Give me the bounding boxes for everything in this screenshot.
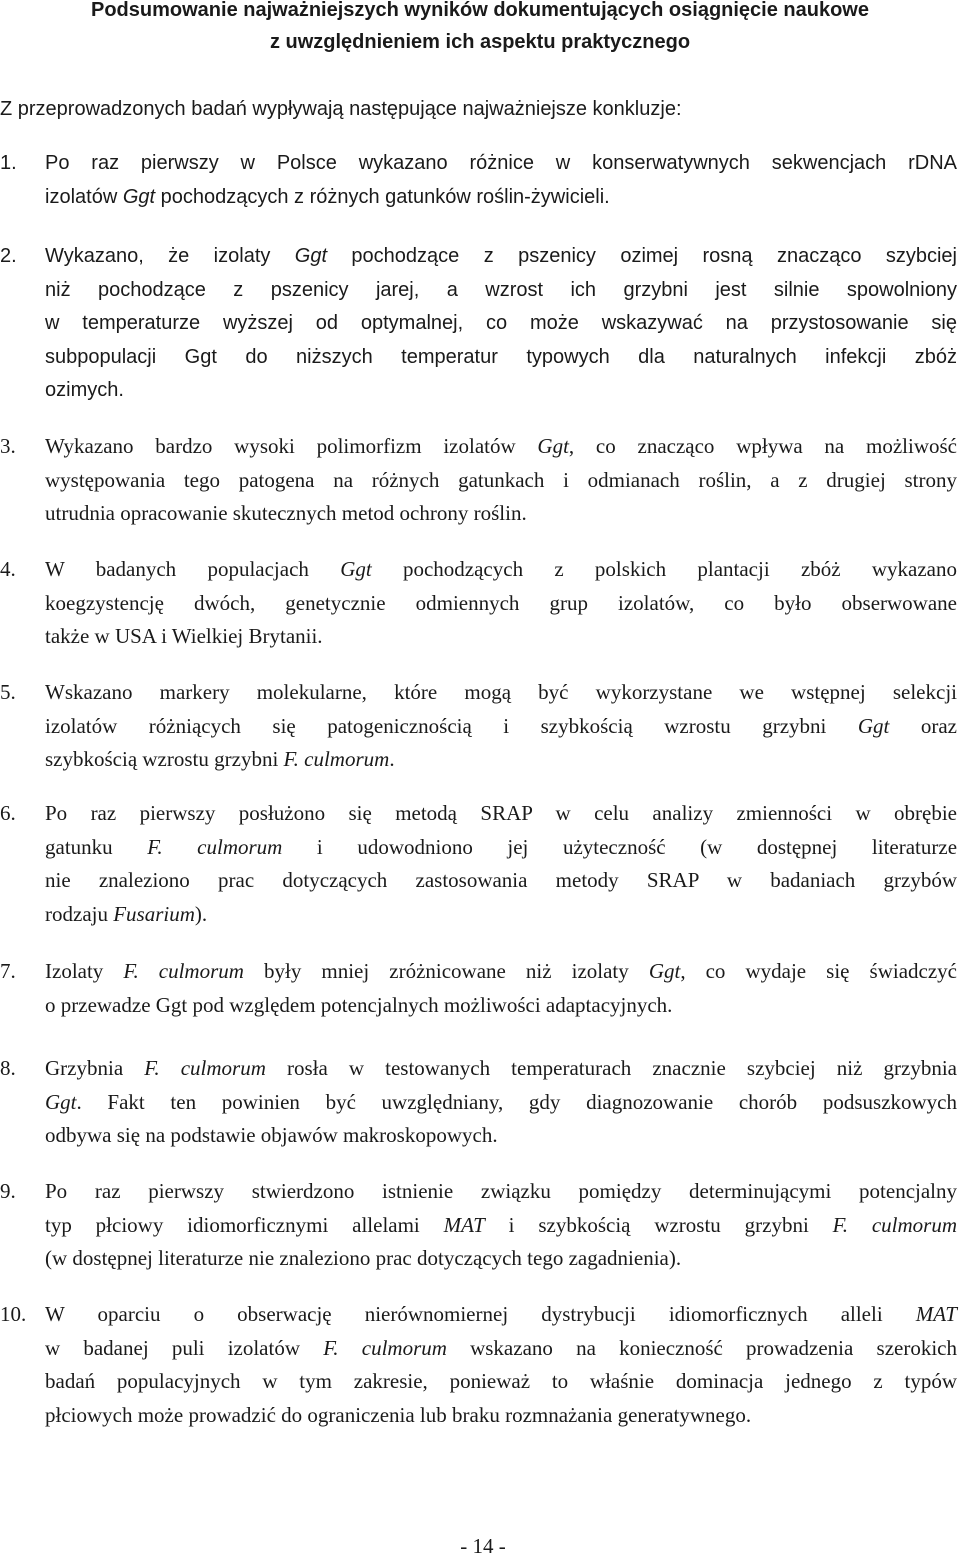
text-line: izolatów Ggt pochodzących z różnych gatunków roślin-żywicieli.: [45, 185, 610, 208]
italic-term: Ggt: [648, 959, 681, 983]
text-line: w temperaturze wyższej od optymalnej, co może wskazywać na przystosowanie się: [45, 312, 957, 334]
conclusion-text: [45, 1298, 957, 1432]
italic-term: F. culmorum: [323, 1335, 447, 1360]
conclusion-text: [45, 1175, 957, 1276]
document-title: [0, 0, 960, 58]
conclusion-text: [45, 430, 957, 531]
italic-term: Ggt: [340, 557, 372, 581]
text-line: występowania tego patogena na różnych gatunkach i odmianach roślin, a z drugiej strony: [45, 467, 957, 492]
text-line: Wykazano bardzo wysoki polimorfizm izolatów Ggt, co znacząco wpływa na możliwość: [45, 434, 957, 458]
conclusion-text: [45, 676, 957, 777]
conclusion-text: [45, 553, 957, 654]
italic-term: F. culmorum: [147, 834, 283, 859]
text-line: Wskazano markery molekularne, które mogą być wykorzystane we wstępnej selekcji: [45, 680, 957, 704]
text-line: Po raz pierwszy posłużono się metodą SRAP w celu analizy zmienności w obrębie: [45, 801, 957, 825]
italic-term: Ggt: [857, 713, 890, 738]
text-line: rodzaju Fusarium).: [45, 901, 208, 926]
text-line: o przewadze Ggt pod względem potencjalnych możliwości adaptacyjnych.: [45, 992, 673, 1017]
text-line: Izolaty F. culmorum były mniej zróżnicowane niż izolaty Ggt, co wydaje się świadczyć: [45, 959, 958, 983]
italic-term: MAT: [915, 1302, 957, 1326]
italic-term: F. culmorum: [144, 1056, 266, 1080]
conclusion-number: 3.: [0, 434, 16, 458]
text-line: Grzybnia F. culmorum rosła w testowanych temperaturach znacznie szybciej niż grzybnia: [45, 1056, 958, 1080]
conclusion-text: [45, 240, 957, 408]
italic-term: Ggt: [45, 1089, 77, 1114]
text-line: płciowych może prowadzić do ograniczenia lub braku rozmnażania generatywnego.: [45, 1402, 752, 1427]
conclusion-number: 2.: [0, 245, 17, 267]
italic-term: F. culmorum: [123, 959, 244, 983]
conclusion-text: [45, 955, 957, 1022]
text-line: Po raz pierwszy stwierdzono istnienie związku pomiędzy determinującymi potencjalny: [45, 1179, 957, 1203]
text-line: subpopulacji Ggt do niższych temperatur typowych dla naturalnych infekcji zbóż: [45, 345, 957, 368]
conclusion-number: 5.: [0, 680, 16, 704]
italic-term: Ggt: [294, 245, 328, 267]
text-line: Po raz pierwszy w Polsce wykazano różnice w konserwatywnych sekwencjach rDNA: [45, 152, 957, 174]
text-line: W badanych populacjach Ggt pochodzących z polskich plantacji zbóż wykazano: [45, 557, 957, 581]
title-line-1: Podsumowanie najważniejszych wyników dokumentujących osiągnięcie naukowe: [91, 0, 869, 21]
text-line: Ggt. Fakt ten powinien być uwzględniany, gdy diagnozowanie chorób podsuszkowych: [45, 1089, 957, 1114]
italic-term: Fusarium: [113, 901, 195, 926]
italic-term: MAT: [443, 1212, 485, 1237]
page-number: - 14 -: [460, 1534, 506, 1558]
conclusion-number: 9.: [0, 1179, 16, 1203]
text-line: gatunku F. culmorum i udowodniono jej użyteczność (w dostępnej literaturze: [45, 834, 958, 859]
text-line: także w USA i Wielkiej Brytanii.: [45, 624, 323, 648]
text-line: (w dostępnej literaturze nie znaleziono prac dotyczących tego zagadnienia).: [45, 1246, 682, 1270]
conclusion-text: [45, 147, 957, 214]
italic-term: Ggt: [537, 434, 569, 458]
text-line: typ płciowy idiomorficznymi allelami MAT i szybkością wzrostu grzybni F. culmorum: [45, 1212, 958, 1237]
text-line: Wykazano, że izolaty Ggt pochodzące z pszenicy ozimej rosną znacząco szybciej: [45, 245, 957, 267]
conclusion-number: 6.: [0, 801, 16, 825]
conclusion-text: [45, 797, 957, 931]
conclusion-number: 7.: [0, 959, 16, 983]
text-line: w badanej puli izolatów F. culmorum wskazano na konieczność prowadzenia szerokich: [45, 1335, 957, 1360]
conclusion-number: 10.: [0, 1302, 27, 1326]
intro-paragraph: Z przeprowadzonych badań wypływają następujące najważniejsze konkluzje:: [0, 98, 682, 120]
italic-term: F. culmorum: [832, 1212, 958, 1237]
text-line: utrudnia opracowanie skutecznych metod ochrony roślin.: [45, 501, 527, 525]
italic-term: F. culmorum: [283, 747, 390, 771]
text-line: koegzystencję dwóch, genetycznie odmiennych grup izolatów, co było obserwowane: [45, 590, 957, 615]
conclusion-number: 1.: [0, 152, 17, 174]
text-line: W oparciu o obserwację nierównomiernej dystrybucji idiomorficznych alleli MAT: [45, 1302, 957, 1326]
conclusion-text: [45, 1052, 957, 1153]
text-line: ozimych.: [45, 379, 124, 401]
title-line-2: z uwzględnieniem ich aspektu praktycznego: [269, 31, 691, 53]
text-line: niż pochodzące z pszenicy jarej, a wzrost ich grzybni jest silnie spowolniony: [45, 278, 957, 301]
conclusion-number: 8.: [0, 1056, 16, 1080]
conclusion-number: 4.: [0, 557, 16, 581]
text-line: szybkością wzrostu grzybni F. culmorum.: [45, 747, 395, 771]
text-line: odbywa się na podstawie objawów makroskopowych.: [45, 1123, 498, 1147]
italic-term: Ggt: [122, 185, 156, 208]
text-line: nie znaleziono prac dotyczących zastosowania metody SRAP w badaniach grzybów: [45, 868, 957, 892]
text-line: izolatów różniących się patogenicznością i szybkością wzrostu grzybni Ggt oraz: [45, 713, 957, 738]
text-line: badań populacyjnych w tym zakresie, ponieważ to właśnie dominacja jednego z typów: [45, 1369, 957, 1393]
